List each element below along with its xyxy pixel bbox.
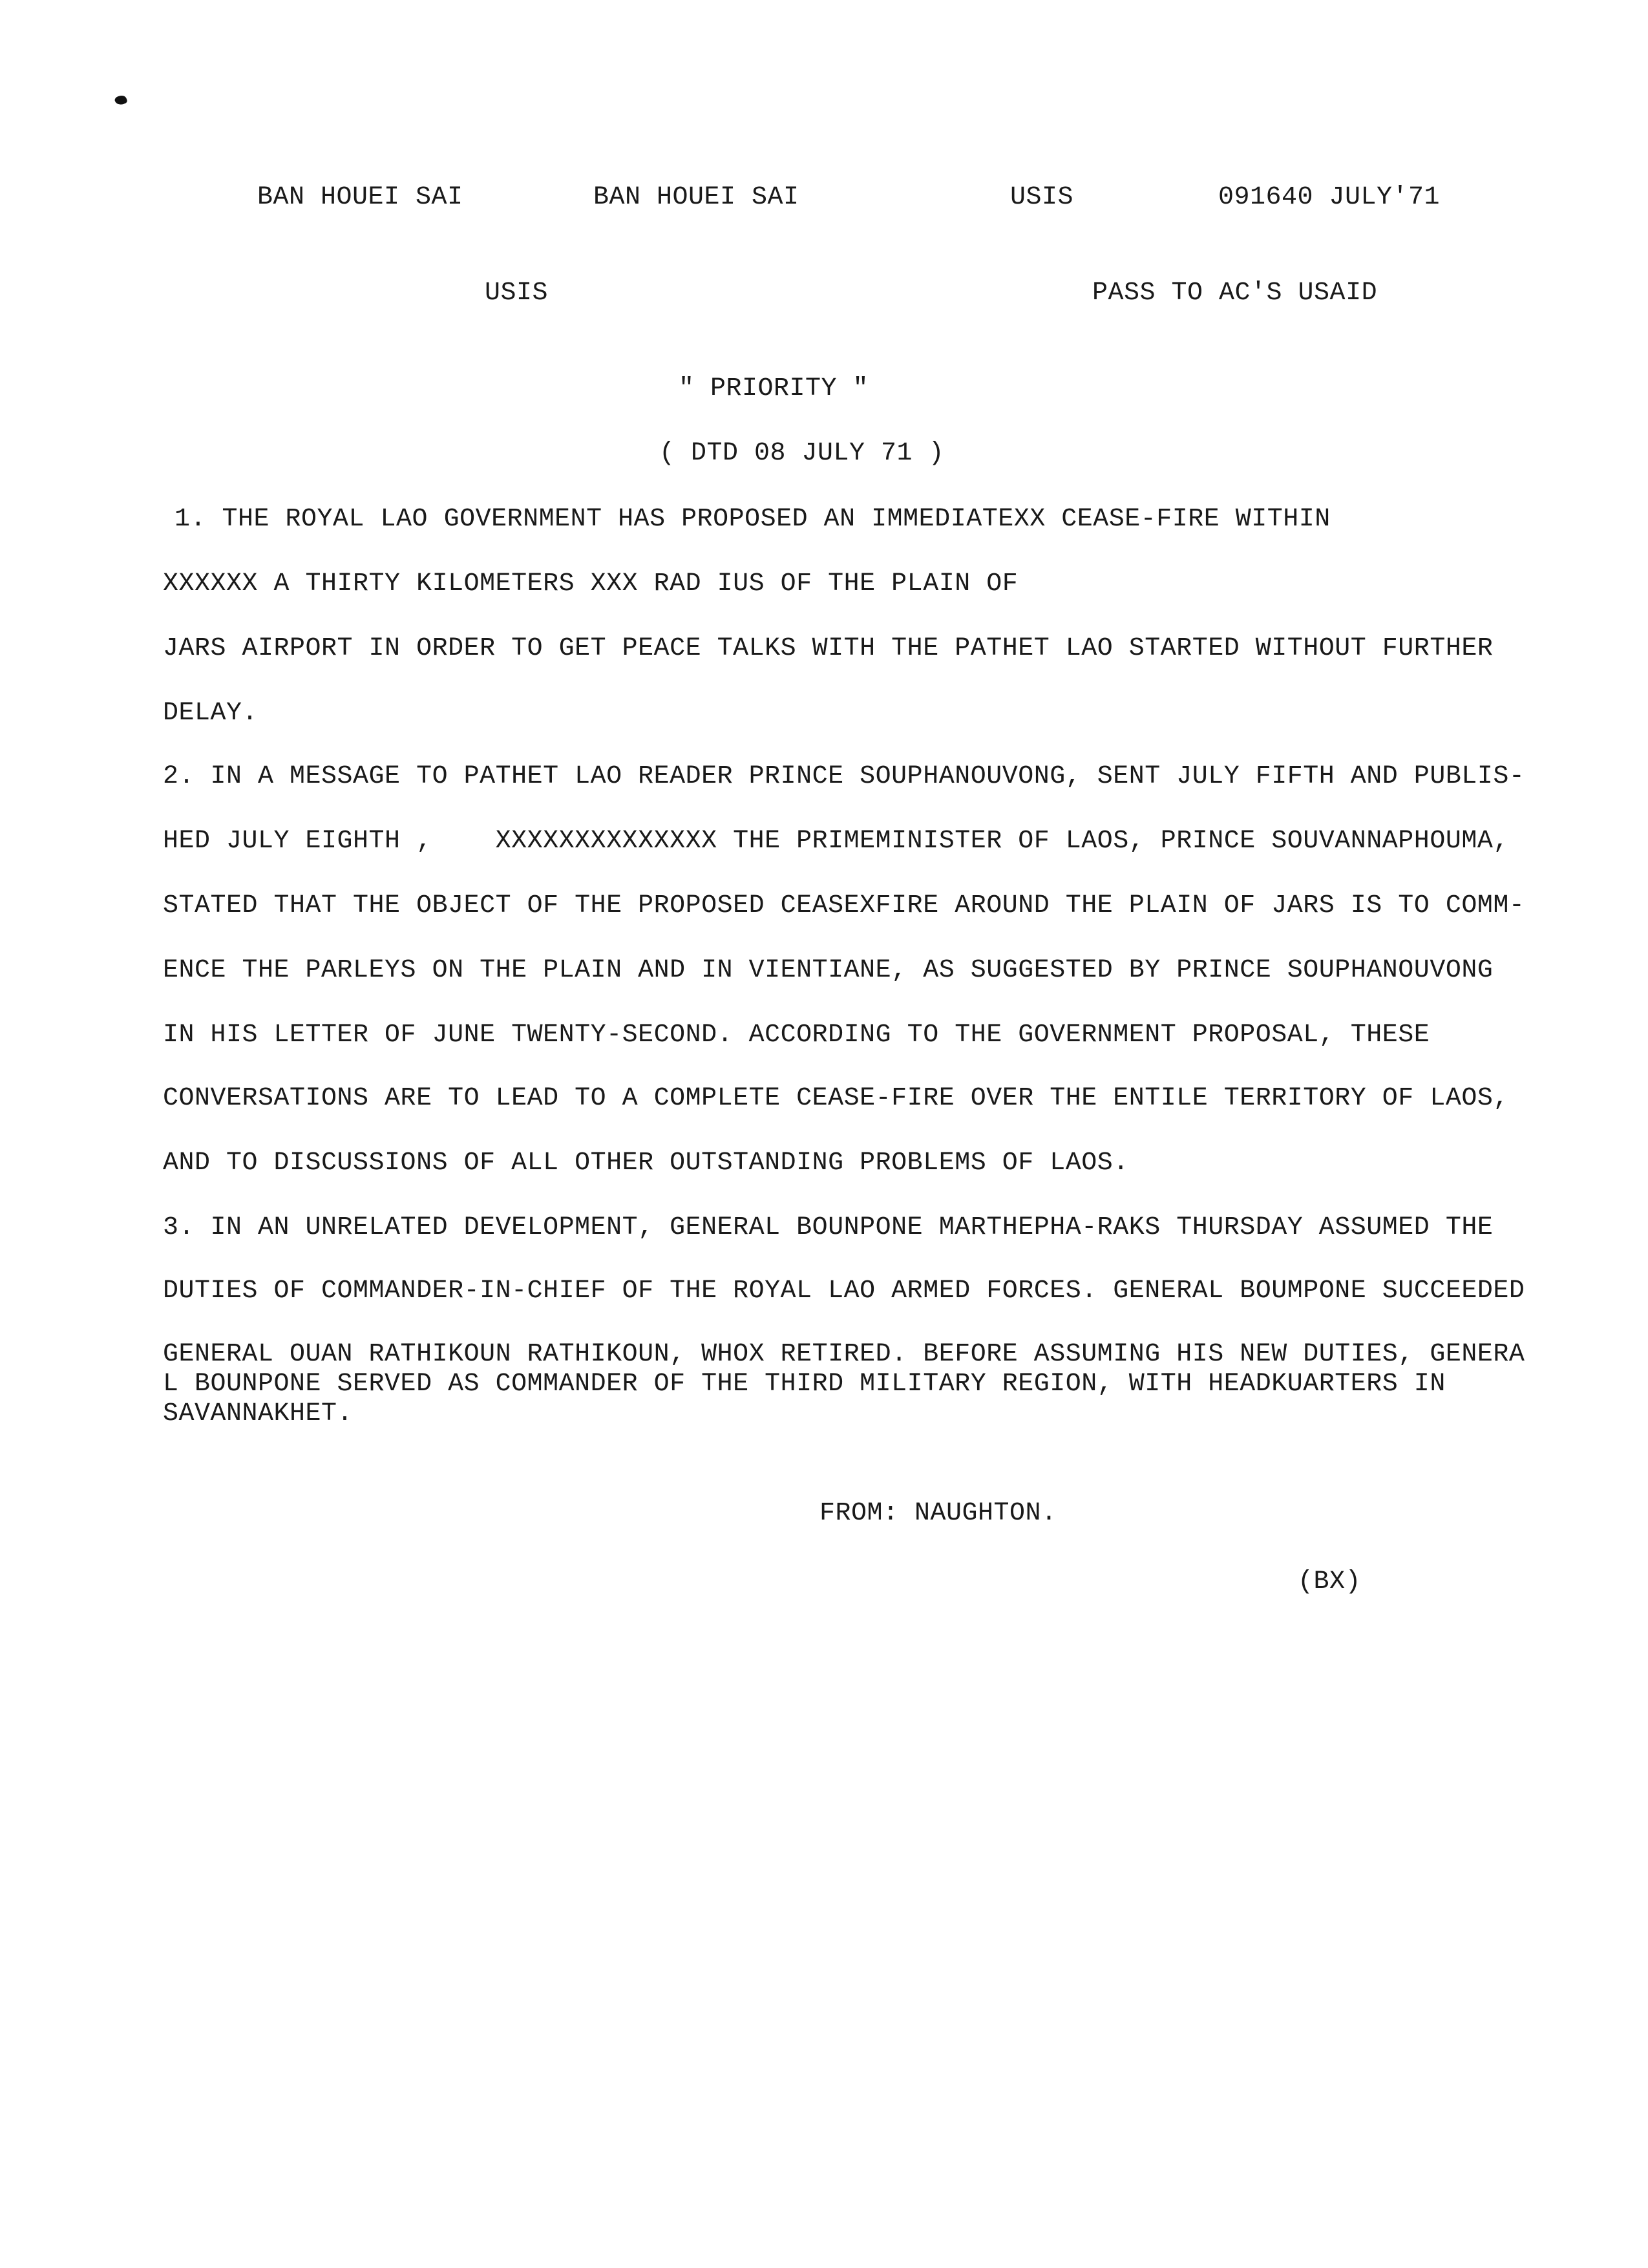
body-line: XXXXXX A THIRTY KILOMETERS XXX RAD IUS OF THE PLAIN OF: [163, 569, 1019, 599]
typist-initials: (BX): [1298, 1567, 1362, 1596]
body-line: IN HIS LETTER OF JUNE TWENTY-SECOND. ACCORDING TO THE GOVERNMENT PROPOSAL, THESE: [163, 1021, 1430, 1050]
header-pass-to: PASS TO AC'S USAID: [1092, 279, 1378, 308]
body-line: CONVERSATIONS ARE TO LEAD TO A COMPLETE CEASE-FIRE OVER THE ENTILE TERRITORY OF LAOS,: [163, 1084, 1509, 1113]
header-date-time-group: 091640 JULY'71: [1218, 183, 1441, 212]
body-line: L BOUNPONE SERVED AS COMMANDER OF THE THIRD MILITARY REGION, WITH HEADKUARTERS IN: [163, 1370, 1446, 1399]
body-line: DELAY.: [163, 699, 259, 728]
body-line: STATED THAT THE OBJECT OF THE PROPOSED CEASEXFIRE AROUND THE PLAIN OF JARS IS TO COMM-: [163, 891, 1525, 920]
body-line: 1. THE ROYAL LAO GOVERNMENT HAS PROPOSED AN IMMEDIATEXX CEASE-FIRE WITHIN: [174, 505, 1331, 534]
from-line: FROM: NAUGHTON.: [819, 1499, 1057, 1528]
body-line: DUTIES OF COMMANDER-IN-CHIEF OF THE ROYAL LAO ARMED FORCES. GENERAL BOUMPONE SUCCEEDED: [163, 1277, 1525, 1306]
header-agency: USIS: [1010, 183, 1074, 212]
body-line: 3. IN AN UNRELATED DEVELOPMENT, GENERAL BOUNPONE MARTHEPHA-RAKS THURSDAY ASSUMED THE: [163, 1213, 1494, 1242]
header-addressee: USIS: [485, 279, 549, 308]
header-origin-2: BAN HOUEI SAI: [593, 183, 799, 212]
body-line: ENCE THE PARLEYS ON THE PLAIN AND IN VIENTIANE, AS SUGGESTED BY PRINCE SOUPHANOUVONG: [163, 956, 1494, 985]
body-line: 2. IN A MESSAGE TO PATHET LAO READER PRINCE SOUPHANOUVONG, SENT JULY FIFTH AND PUBLIS-: [163, 762, 1525, 791]
body-line: AND TO DISCUSSIONS OF ALL OTHER OUTSTANDING PROBLEMS OF LAOS.: [163, 1149, 1129, 1178]
body-line: JARS AIRPORT IN ORDER TO GET PEACE TALKS WITH THE PATHET LAO STARTED WITHOUT FURTHER: [163, 634, 1494, 663]
ink-mark: [114, 94, 128, 106]
dated-label: ( DTD 08 JULY 71 ): [659, 439, 945, 468]
body-line: HED JULY EIGHTH , XXXXXXXXXXXXXX THE PRIMEMINISTER OF LAOS, PRINCE SOUVANNAPHOUMA,: [163, 827, 1509, 856]
header-origin-1: BAN HOUEI SAI: [257, 183, 463, 212]
body-line: SAVANNAKHET.: [163, 1399, 354, 1428]
priority-label: " PRIORITY ": [679, 374, 869, 403]
body-line: GENERAL OUAN RATHIKOUN RATHIKOUN, WHOX RETIRED. BEFORE ASSUMING HIS NEW DUTIES, GENERA: [163, 1340, 1525, 1369]
